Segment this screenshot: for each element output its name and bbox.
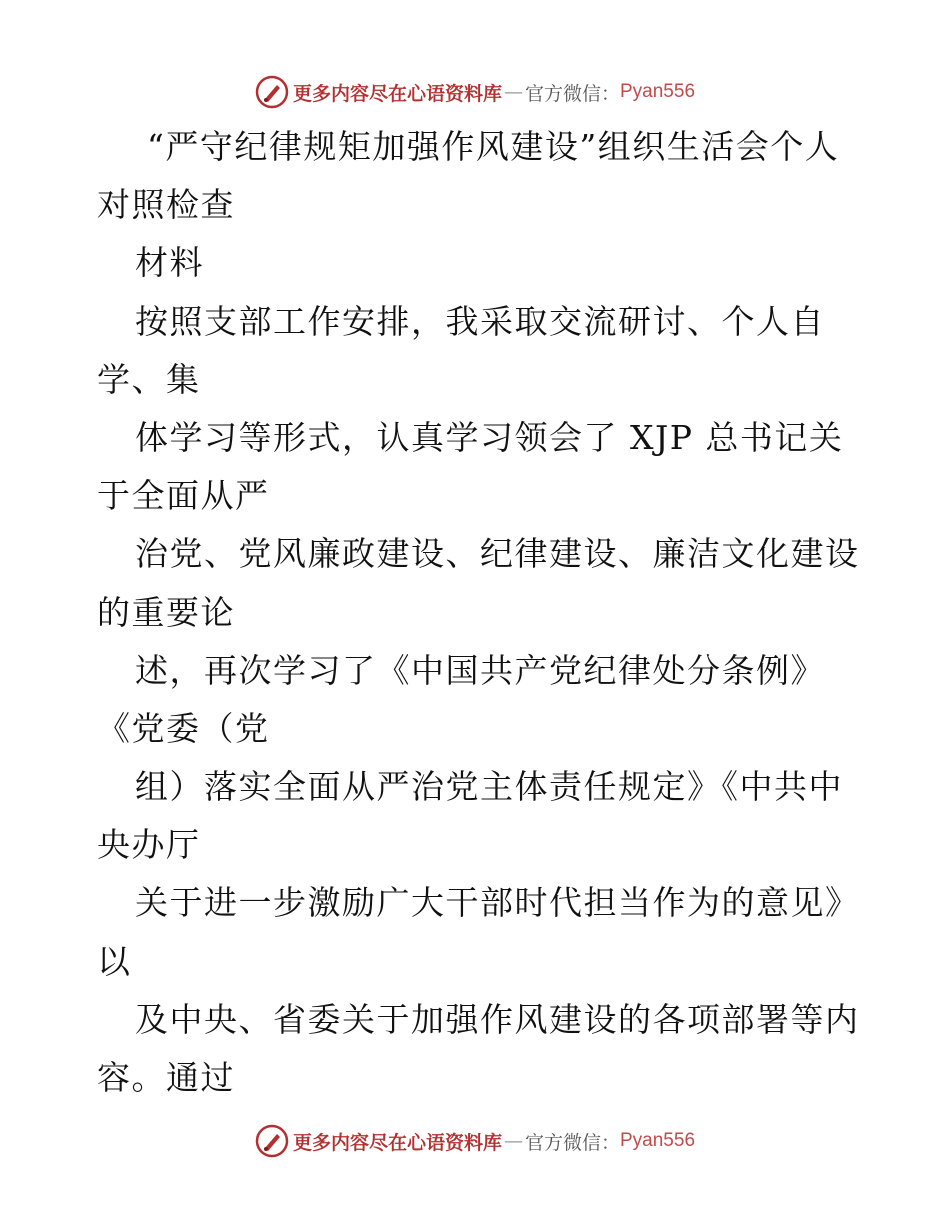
watermark-dash: — xyxy=(503,81,523,103)
document-line: 《党委（党 xyxy=(97,708,270,748)
document-line: 央办厅 xyxy=(97,825,201,865)
pen-logo-icon xyxy=(255,75,289,109)
document-line: 体学习等形式，认真学习领会了 XJP 总书记关 xyxy=(135,417,844,457)
watermark-label: 官方微信： xyxy=(524,82,620,105)
document-line: 按照支部工作安排，我采取交流研讨、个人自 xyxy=(135,301,825,341)
document-line: 材料 xyxy=(135,243,204,283)
document-line: 学、集 xyxy=(97,359,201,399)
watermark-label: 官方微信： xyxy=(524,1131,620,1154)
document-line: 关于进一步激励广大干部时代担当作为的意见》 xyxy=(135,883,860,923)
document-line: 述，再次学习了《中国共产党纪律处分条例》 xyxy=(135,650,825,690)
document-line: 以 xyxy=(97,941,132,981)
watermark-site: 更多内容尽在心语资料库 xyxy=(292,82,502,105)
watermark-id: Pyan556 xyxy=(620,81,696,102)
document-line: 及中央、省委关于加强作风建设的各项部署等内 xyxy=(135,999,860,1039)
document-body xyxy=(97,118,860,1107)
document-line: 于全面从严 xyxy=(97,476,270,516)
document-line: 对照检查 xyxy=(97,185,235,225)
document-line: “严守纪律规矩加强作风建设”组织生活会个人 xyxy=(147,127,840,166)
footer-watermark xyxy=(0,1121,950,1161)
document-line: 组）落实全面从严治党主体责任规定》《中共中 xyxy=(135,767,843,807)
document-line: 容。通过 xyxy=(97,1058,235,1097)
watermark-site: 更多内容尽在心语资料库 xyxy=(292,1131,502,1154)
header-watermark xyxy=(0,72,950,112)
document-line: 治党、党风廉政建设、纪律建设、廉洁文化建设 xyxy=(135,534,860,574)
document-line: 的重要论 xyxy=(97,592,235,632)
watermark-dash: — xyxy=(503,1130,523,1152)
watermark-id: Pyan556 xyxy=(620,1130,696,1151)
pen-logo-icon xyxy=(255,1124,289,1158)
